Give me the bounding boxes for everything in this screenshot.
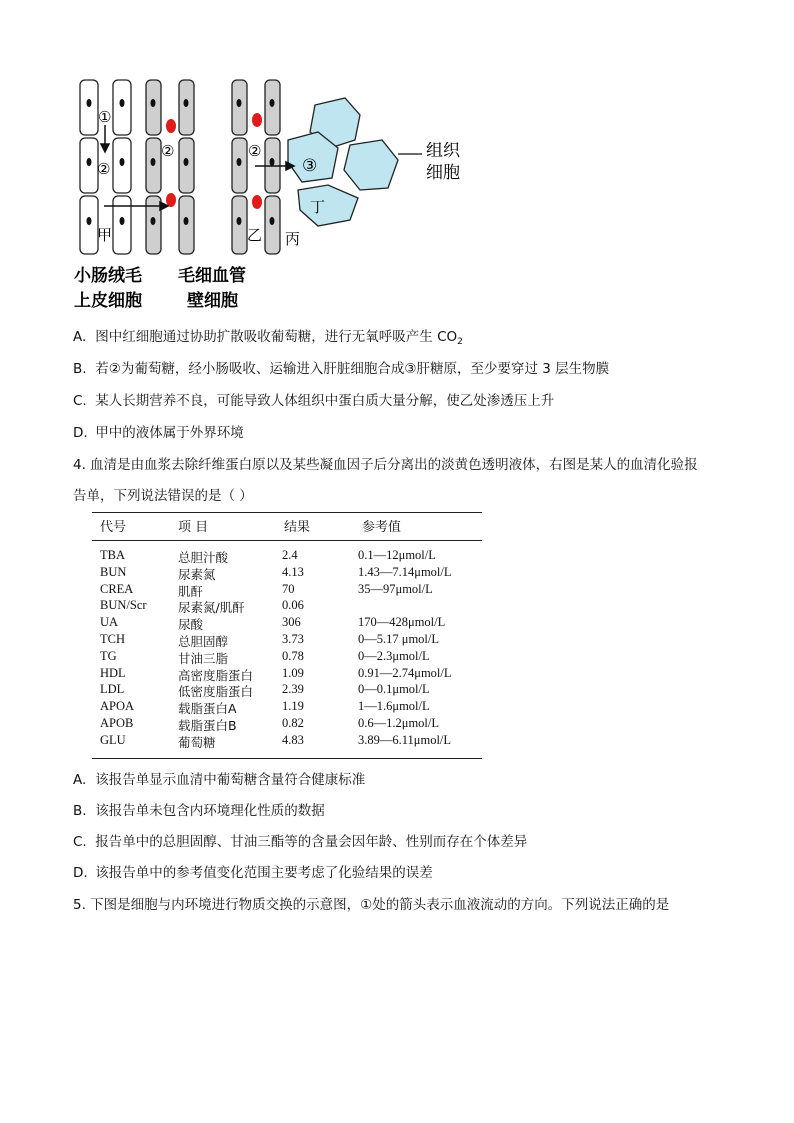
cell-item: 总胆固醇 <box>178 634 229 649</box>
cell-ref: 0—0.1μmol/L <box>358 682 430 697</box>
label-tissue-2: 细胞 <box>426 163 460 183</box>
cell-item: 低密度脂蛋白 <box>178 684 254 700</box>
cell-item: 总胆汁酸 <box>178 550 229 565</box>
label-circle1: ① <box>98 108 112 126</box>
label-bing: 丙 <box>285 230 301 248</box>
cell-result: 2.39 <box>282 682 304 697</box>
cell-exchange-diagram <box>60 70 500 320</box>
cell-result: 3.73 <box>282 632 304 646</box>
table-row <box>92 649 482 666</box>
cell-code: TCH <box>100 632 125 646</box>
q4-option-d: D. 该报告单中的参考值变化范围主要考虑了化验结果的误差 <box>73 865 433 881</box>
cell-ref: 3.89—6.11μmol/L <box>358 732 452 747</box>
label-yi: 乙 <box>247 226 263 244</box>
cell-code: CREA <box>100 581 134 596</box>
cell-code: TG <box>100 648 117 663</box>
q4-stem-line1: 4. 血清是由血浆去除纤维蛋白原以及某些凝血因子后分离出的淡黄色透明液体，右图是某人的血清化验报 <box>73 457 698 473</box>
cell-item: 载脂蛋白A <box>178 701 237 717</box>
diagram-svg <box>60 70 500 320</box>
cell-item: 尿素氮 <box>178 566 216 582</box>
cell-code: HDL <box>100 665 126 680</box>
cell-ref: 35—97μmol/L <box>358 581 433 596</box>
cell-code: BUN/Scr <box>100 598 147 613</box>
table-row <box>92 666 482 683</box>
cell-item: 高密度脂蛋白 <box>178 667 254 683</box>
cell-ref: 170—428μmol/L <box>358 615 446 630</box>
q3-option-c: C. 某人长期营养不良，可能导致人体组织中蛋白质大量分解，使乙处渗透压上升 <box>73 393 555 409</box>
q4-option-c: C. 报告单中的总胆固醇、甘油三酯等的含量会因年龄、性别而存在个体差异 <box>73 834 528 850</box>
table-row <box>92 615 482 632</box>
q3-option-d: D. 甲中的液体属于外界环境 <box>73 425 244 441</box>
label-jia: 甲 <box>97 226 113 244</box>
cell-ref: 0.91—2.74μmol/L <box>358 665 452 680</box>
table-row <box>92 733 482 750</box>
cell-item: 甘油三脂 <box>178 650 229 666</box>
table-row <box>92 716 482 733</box>
header-ref: 参考值 <box>362 520 402 535</box>
table-row <box>92 632 482 649</box>
cell-item: 尿素氮/肌酐 <box>178 600 245 616</box>
cell-result: 2.4 <box>282 548 298 562</box>
table-row <box>92 582 482 599</box>
cell-result: 0.78 <box>282 648 304 663</box>
q4-stem-line2: 告单，下列说法错误的是（ ） <box>73 488 253 504</box>
table-row <box>92 548 482 565</box>
label-villi-1: 小肠绒毛 <box>74 266 142 286</box>
table-row <box>92 565 482 582</box>
q4-option-a: A. 该报告单显示血清中葡萄糖含量符合健康标准 <box>73 772 366 788</box>
cell-result: 0.06 <box>282 598 304 613</box>
cell-result: 4.83 <box>282 732 304 747</box>
q3-option-b: B. 若②为葡萄糖，经小肠吸收、运输进入肝脏细胞合成③肝糖原，至少要穿过 3 层生物膜 <box>73 361 610 377</box>
cell-ref: 1.43—7.14μmol/L <box>358 564 452 579</box>
cell-result: 4.13 <box>282 564 304 579</box>
q4-option-b: B. 该报告单未包含内环境理化性质的数据 <box>73 803 325 819</box>
label-villi-2: 上皮细胞 <box>74 291 142 311</box>
q3-option-a: A. 图中红细胞通过协助扩散吸收葡萄糖，进行无氧呼吸产生 $CO_2$ <box>73 329 463 347</box>
cell-item: 尿酸 <box>178 617 204 633</box>
label-circle2c: ② <box>248 142 262 160</box>
q5-stem-line1: 5. 下图是细胞与内环境进行物质交换的示意图，①处的箭头表示血液流动的方向。下列说法正确的是 <box>73 897 670 913</box>
cell-item: 载脂蛋白B <box>178 718 237 733</box>
cell-ref: 1—1.6μmol/L <box>358 699 430 714</box>
cell-ref: 0.1—12μmol/L <box>358 548 436 562</box>
cell-code: UA <box>100 615 119 630</box>
cell-result: 0.82 <box>282 716 304 730</box>
label-circle3: ③ <box>302 156 318 176</box>
cell-code: TBA <box>100 548 125 562</box>
cell-code: LDL <box>100 682 125 697</box>
label-capillary-1: 毛细血管 <box>178 266 246 286</box>
cell-result: 1.09 <box>282 665 304 680</box>
table-row <box>92 699 482 716</box>
label-ding: 丁 <box>310 198 326 216</box>
label-capillary-2: 壁细胞 <box>187 291 238 311</box>
cell-result: 70 <box>282 581 295 596</box>
label-circle2b: ② <box>161 142 175 160</box>
label-circle2a: ② <box>97 160 111 178</box>
cell-code: BUN <box>100 564 127 579</box>
header-item: 项 目 <box>178 520 209 535</box>
header-result: 结果 <box>284 520 311 535</box>
cell-code: APOA <box>100 699 135 714</box>
cell-code: APOB <box>100 716 134 730</box>
cell-result: 1.19 <box>282 699 304 714</box>
cell-item: 葡萄糖 <box>178 734 216 750</box>
table-row <box>92 598 482 615</box>
table-row <box>92 682 482 699</box>
cell-ref: 0—2.3μmol/L <box>358 648 430 663</box>
cell-result: 306 <box>282 615 301 630</box>
label-tissue-1: 组织 <box>426 141 460 161</box>
header-code: 代号 <box>100 520 127 535</box>
cell-code: GLU <box>100 732 126 747</box>
cell-ref: 0—5.17 μmol/L <box>358 632 440 646</box>
cell-item: 肌酐 <box>178 583 204 599</box>
table-header <box>92 516 482 534</box>
cell-ref: 0.6—1.2μmol/L <box>358 716 440 730</box>
